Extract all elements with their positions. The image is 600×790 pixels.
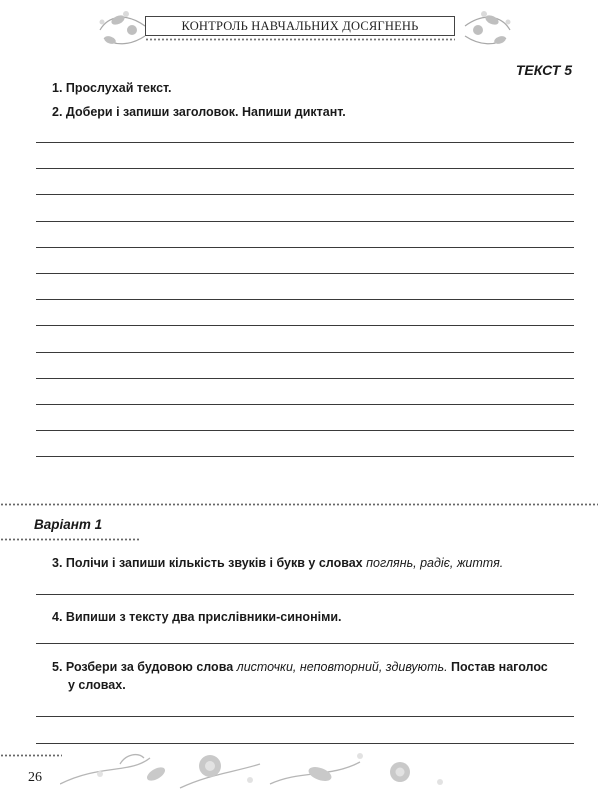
task-words: листочки, неповторний, здивують.: [236, 660, 448, 674]
task-1: [52, 81, 172, 95]
variant-label: Варіант 1: [34, 517, 103, 532]
task-text: Полічи і запиши кількість звуків і букв у словах: [65, 556, 363, 570]
dictation-line[interactable]: [36, 456, 574, 457]
dictation-line[interactable]: [36, 325, 574, 326]
task-text: Випиши з тексту два прислівники-синоніми.: [65, 610, 342, 624]
dictation-line[interactable]: [36, 430, 574, 431]
dictation-line[interactable]: [36, 168, 574, 169]
header-title: КОНТРОЛЬ НАВЧАЛЬНИХ ДОСЯГНЕНЬ: [145, 16, 455, 36]
variant-top-rule: [0, 503, 598, 506]
task-text: Добери і запиши заголовок. Напиши диктант.: [65, 105, 346, 119]
task-3: [52, 556, 503, 570]
task-text: Розбери за будовою слова: [65, 660, 234, 674]
task-number: 2.: [52, 105, 63, 119]
task-5-line-2: у словах.: [68, 678, 126, 692]
header-dotted-rule: [145, 38, 455, 41]
task-text: Прослухай текст.: [65, 81, 172, 95]
dictation-line[interactable]: [36, 299, 574, 300]
page-number: 26: [28, 770, 42, 785]
task-words: поглянь, радіє, життя: [366, 556, 500, 570]
variant-bottom-rule: [0, 538, 140, 541]
answer-line[interactable]: [36, 643, 574, 644]
dictation-line[interactable]: [36, 221, 574, 222]
dictation-line[interactable]: [36, 273, 574, 274]
text-label: ТЕКСТ 5: [515, 62, 572, 78]
answer-line[interactable]: [36, 716, 574, 717]
task-text-2: Постав наголос: [451, 660, 548, 674]
task-number: 3.: [52, 556, 63, 570]
dictation-line[interactable]: [36, 142, 574, 143]
task-5: [52, 660, 548, 674]
bottom-ornament: [60, 744, 460, 790]
bottom-left-rule: [0, 754, 62, 757]
task-2: [52, 105, 346, 119]
task-end: .: [499, 556, 504, 570]
task-number: 5.: [52, 660, 63, 674]
dictation-line[interactable]: [36, 352, 574, 353]
task-4: [52, 610, 342, 624]
dictation-line[interactable]: [36, 194, 574, 195]
dictation-line[interactable]: [36, 404, 574, 405]
answer-line[interactable]: [36, 594, 574, 595]
dictation-line[interactable]: [36, 247, 574, 248]
dictation-line[interactable]: [36, 378, 574, 379]
task-number: 1.: [52, 81, 63, 95]
task-number: 4.: [52, 610, 63, 624]
